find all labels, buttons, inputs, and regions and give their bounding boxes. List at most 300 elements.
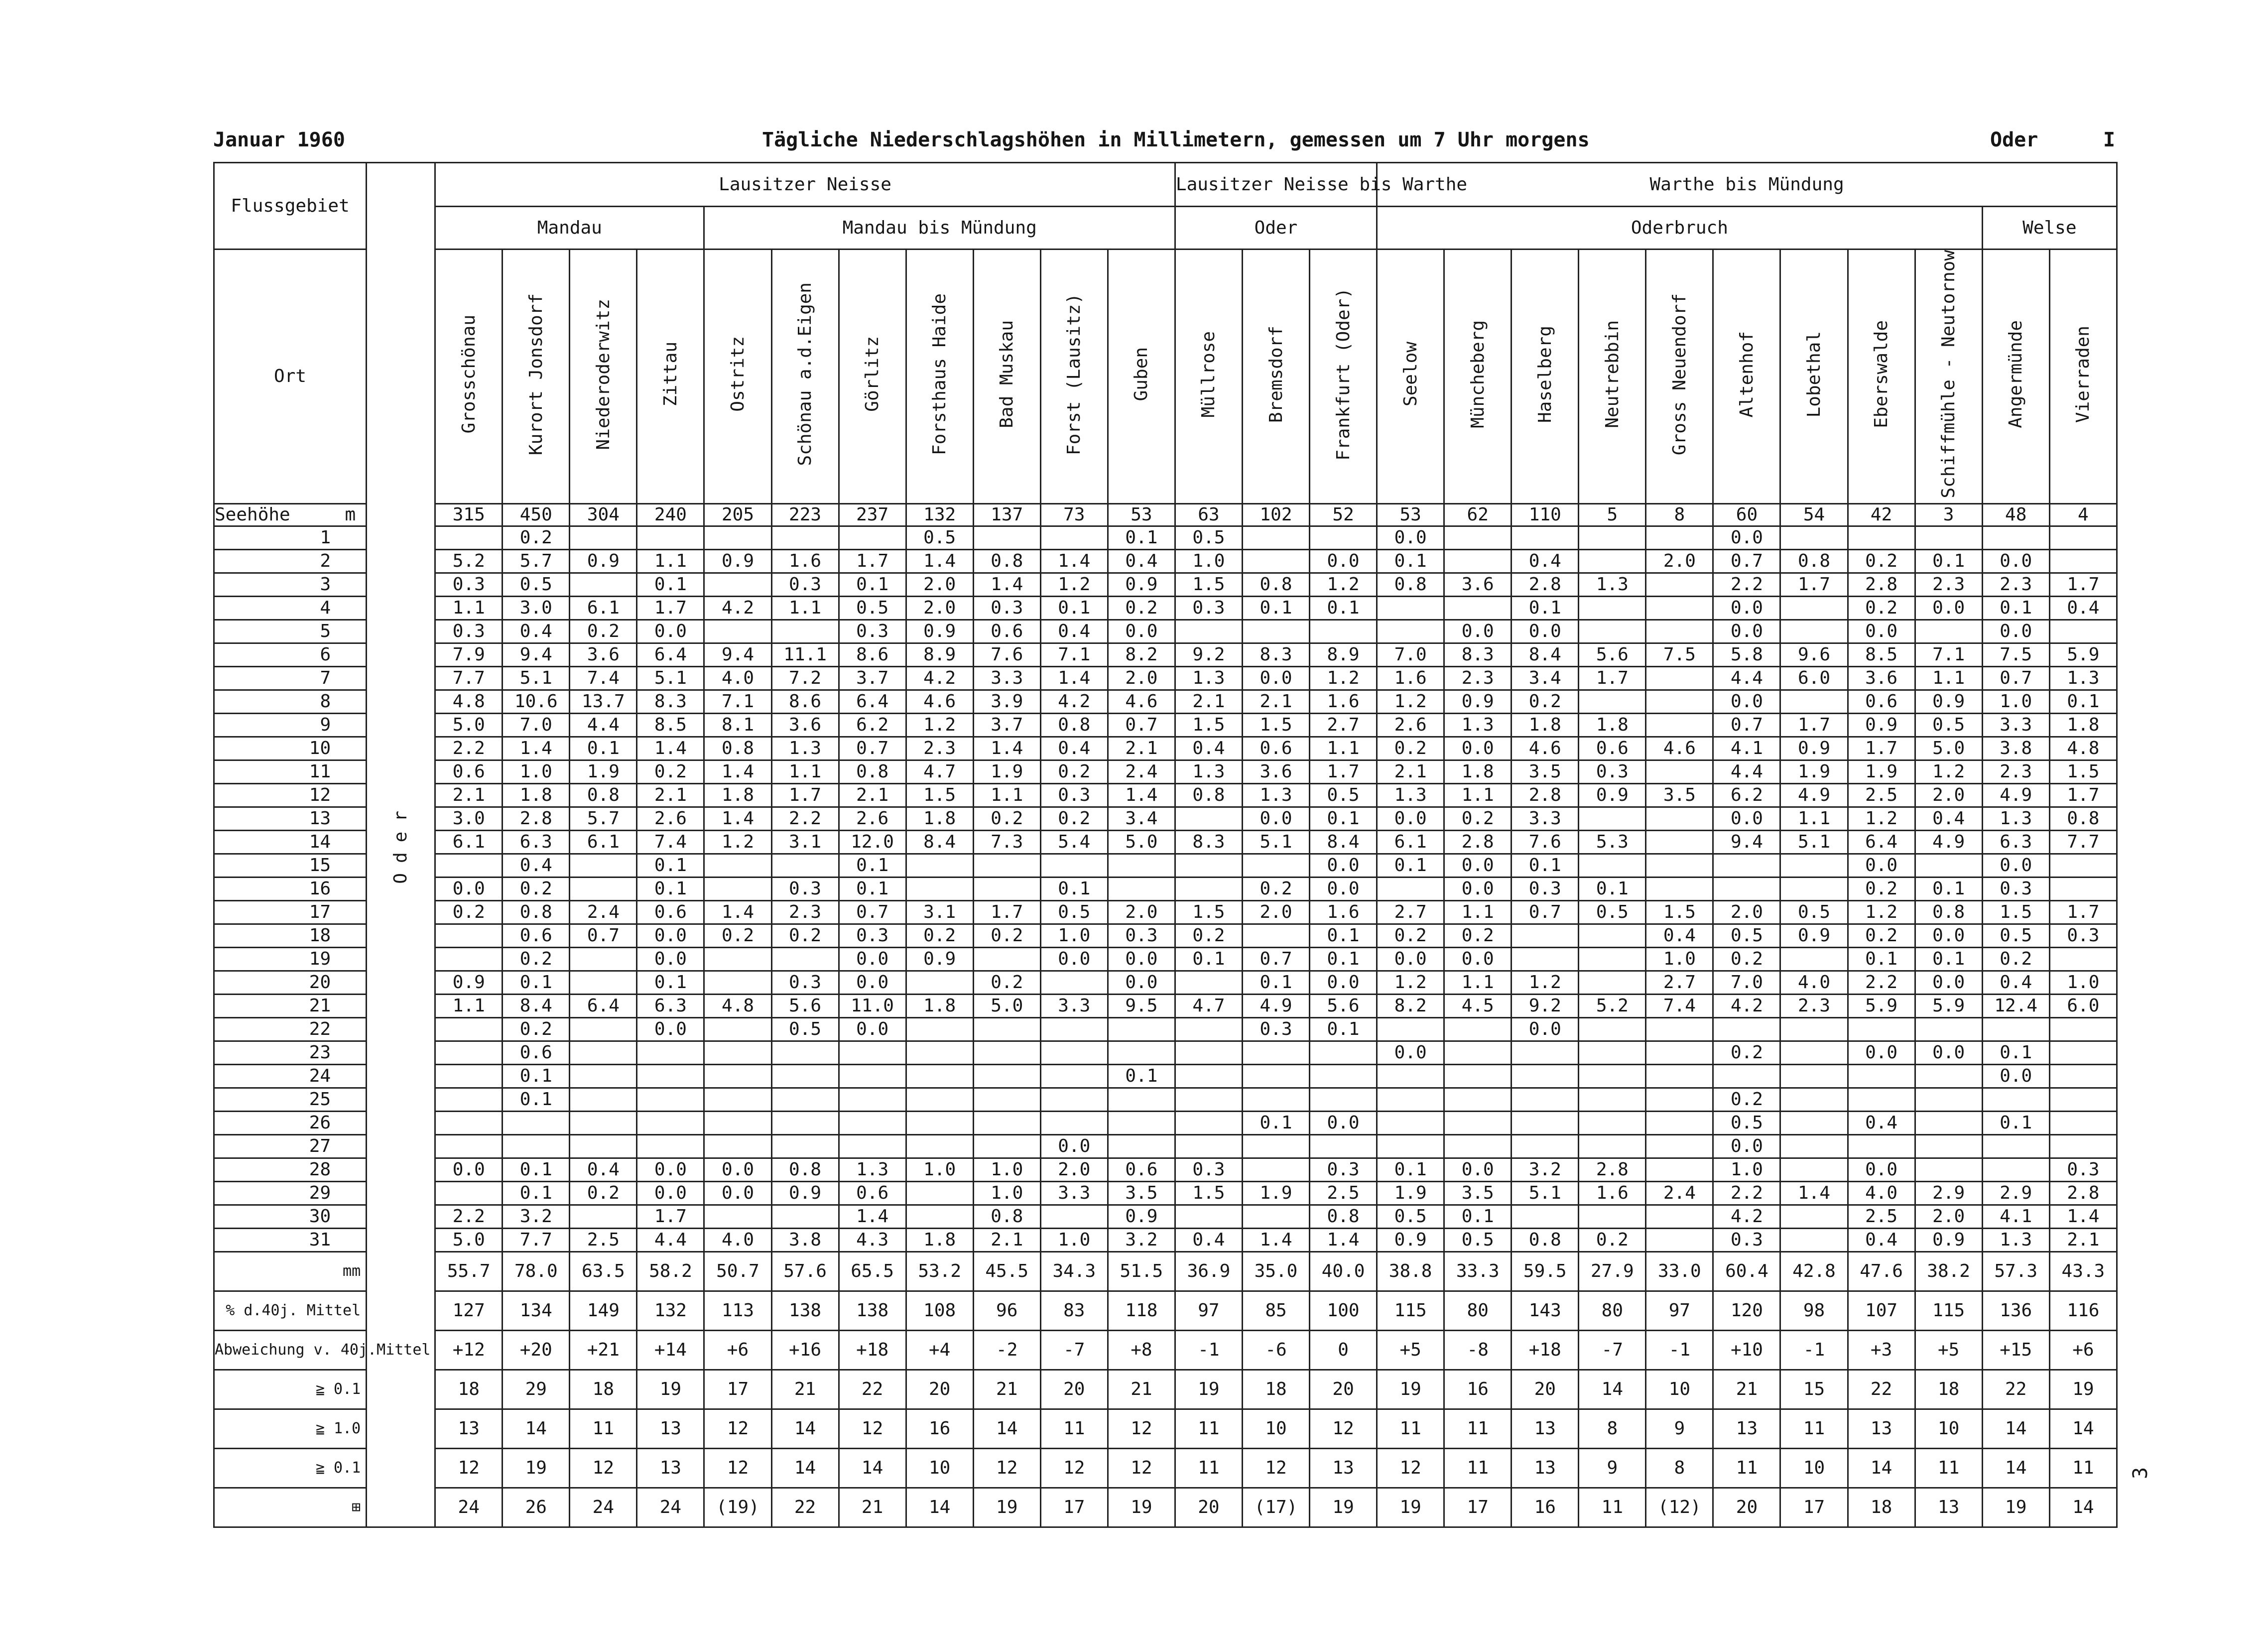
day-value: 2.7 (1377, 900, 1444, 924)
day-value (1377, 877, 1444, 900)
station-name: Bremsdorf (1265, 325, 1286, 423)
day-value (704, 1111, 771, 1134)
day-value: 0.2 (1108, 596, 1175, 620)
stat-value: 21 (771, 1370, 839, 1409)
day-value (570, 971, 637, 994)
day-value (1646, 596, 1713, 620)
day-value: 0.0 (1108, 947, 1175, 971)
day-value: 0.2 (704, 924, 771, 947)
day-value (570, 1134, 637, 1158)
day-value: 1.7 (2049, 900, 2117, 924)
day-value: 0.0 (637, 947, 704, 971)
day-value: 0.9 (704, 549, 771, 573)
stat-value: 11 (2049, 1448, 2117, 1488)
day-value (435, 1064, 503, 1088)
day-value (435, 1017, 503, 1041)
day-value: 1.0 (973, 1158, 1040, 1181)
day-value: 0.5 (1915, 713, 1982, 737)
day-value (1646, 1228, 1713, 1251)
day-value (1444, 1064, 1512, 1088)
day-value: 0.1 (1377, 549, 1444, 573)
day-value: 0.0 (839, 947, 906, 971)
day-value: 1.1 (1444, 900, 1512, 924)
day-value (570, 1205, 637, 1228)
day-value: 5.1 (1780, 830, 1848, 854)
day-value: 4.1 (1982, 1205, 2049, 1228)
day-value (2049, 1134, 2117, 1158)
day-value: 0.4 (2049, 596, 2117, 620)
day-label: 14 (214, 830, 367, 854)
day-value: 1.1 (973, 783, 1040, 807)
day-value: 0.4 (1848, 1228, 1915, 1251)
day-value: 2.5 (1848, 783, 1915, 807)
day-value: 1.9 (1242, 1181, 1309, 1205)
day-value (1377, 1088, 1444, 1111)
day-label: 16 (214, 877, 367, 900)
day-value (1646, 690, 1713, 713)
day-value: 0.0 (435, 877, 503, 900)
stat-value: +5 (1915, 1330, 1982, 1370)
day-value: 8.2 (1108, 643, 1175, 666)
day-value: 1.7 (1579, 666, 1646, 690)
day-value: 0.0 (1982, 1064, 2049, 1088)
day-value (1780, 1017, 1848, 1041)
day-value (1175, 1205, 1242, 1228)
day-value: 0.2 (503, 526, 570, 549)
day-value: 2.0 (1646, 549, 1713, 573)
day-value (1377, 1017, 1444, 1041)
stat-value: 96 (973, 1291, 1040, 1330)
day-value: 7.1 (1915, 643, 1982, 666)
stat-value: 59.5 (1512, 1251, 1579, 1291)
day-value: 0.0 (839, 971, 906, 994)
day-value: 0.0 (1915, 971, 1982, 994)
day-value: 5.6 (1579, 643, 1646, 666)
day-value: 0.6 (1242, 737, 1309, 760)
day-value (1108, 1134, 1175, 1158)
stat-value: 57.6 (771, 1251, 839, 1291)
day-value: 0.2 (1040, 807, 1108, 830)
station-name: Forsthaus Haide (929, 293, 950, 455)
day-value (1040, 1088, 1108, 1111)
day-value: 0.8 (1780, 549, 1848, 573)
day-value (1646, 666, 1713, 690)
day-value: 0.9 (1579, 783, 1646, 807)
day-value (906, 1088, 973, 1111)
day-value: 1.9 (1377, 1181, 1444, 1205)
station-name-cell (771, 250, 839, 504)
day-value: 1.4 (704, 900, 771, 924)
subgroup-header: Oderbruch (1377, 207, 1983, 250)
day-value: 3.6 (1444, 573, 1512, 596)
day-value: 4.4 (1713, 760, 1780, 783)
day-value: 8.6 (771, 690, 839, 713)
day-value (1579, 807, 1646, 830)
stat-value: 60.4 (1713, 1251, 1780, 1291)
day-value (906, 971, 973, 994)
day-value (1646, 620, 1713, 643)
day-value: 2.7 (1646, 971, 1713, 994)
station-name-cell (704, 250, 771, 504)
day-value: 0.8 (2049, 807, 2117, 830)
day-value: 1.1 (1915, 666, 1982, 690)
day-value: 3.5 (1108, 1181, 1175, 1205)
day-value: 1.0 (1175, 549, 1242, 573)
day-value: 0.6 (503, 924, 570, 947)
day-value: 7.6 (973, 643, 1040, 666)
day-value: 1.4 (2049, 1205, 2117, 1228)
day-value (906, 1205, 973, 1228)
day-value: 0.3 (2049, 1158, 2117, 1181)
stat-value: 13 (1310, 1448, 1377, 1488)
day-value: 0.5 (1310, 783, 1377, 807)
stat-value: +3 (1848, 1330, 1915, 1370)
day-value (1242, 1158, 1309, 1181)
stat-value: 22 (839, 1370, 906, 1409)
day-value: 6.0 (1780, 666, 1848, 690)
day-value: 0.8 (973, 549, 1040, 573)
day-value: 1.2 (1310, 666, 1377, 690)
day-value: 0.3 (1040, 783, 1108, 807)
day-value: 0.9 (1915, 1228, 1982, 1251)
stat-value: 13 (1713, 1409, 1780, 1448)
day-value (973, 1111, 1040, 1134)
day-value (1646, 807, 1713, 830)
day-value: 2.2 (1713, 573, 1780, 596)
day-value: 1.2 (1377, 971, 1444, 994)
stat-value: +21 (570, 1330, 637, 1370)
day-value (1780, 1228, 1848, 1251)
day-value: 2.8 (2049, 1181, 2117, 1205)
day-value (1579, 1017, 1646, 1041)
day-value: 4.2 (704, 596, 771, 620)
day-value: 5.6 (771, 994, 839, 1017)
stat-value: 18 (435, 1370, 503, 1409)
day-value (1242, 1041, 1309, 1064)
day-value: 1.5 (1646, 900, 1713, 924)
stat-value: +18 (839, 1330, 906, 1370)
day-value (1444, 1111, 1512, 1134)
station-name-cell (1310, 250, 1377, 504)
station-altitude: 53 (1377, 503, 1444, 526)
day-value (1108, 854, 1175, 877)
day-value: 0.1 (637, 854, 704, 877)
stat-value: 20 (1175, 1488, 1242, 1527)
day-value (1175, 854, 1242, 877)
station-name: Schiffmühle - Neutornow (1938, 250, 1959, 499)
stat-value: 19 (1175, 1370, 1242, 1409)
day-value: 0.2 (1242, 877, 1309, 900)
day-value (704, 971, 771, 994)
day-value (1242, 854, 1309, 877)
day-value: 5.1 (637, 666, 704, 690)
day-value: 8.9 (1310, 643, 1377, 666)
station-altitude: 315 (435, 503, 503, 526)
group-header: Lausitzer Neisse (435, 163, 1175, 207)
day-value: 0.2 (570, 620, 637, 643)
day-label: 30 (214, 1205, 367, 1228)
day-value: 0.8 (1175, 783, 1242, 807)
stat-value: 14 (1982, 1409, 2049, 1448)
day-value (1310, 526, 1377, 549)
day-value (1444, 1134, 1512, 1158)
day-value: 2.5 (1848, 1205, 1915, 1228)
day-value: 8.4 (1512, 643, 1579, 666)
day-value (704, 526, 771, 549)
day-value (1377, 596, 1444, 620)
day-value: 0.7 (1512, 900, 1579, 924)
day-value (771, 854, 839, 877)
day-value (906, 877, 973, 900)
day-value: 0.4 (503, 620, 570, 643)
day-value: 2.9 (1982, 1181, 2049, 1205)
day-value: 6.1 (570, 596, 637, 620)
day-value: 4.9 (1242, 994, 1309, 1017)
day-value (771, 1064, 839, 1088)
stat-value: -1 (1646, 1330, 1713, 1370)
stat-value: 53.2 (906, 1251, 973, 1291)
day-value: 0.1 (1242, 971, 1309, 994)
station-name: Ostritz (727, 336, 748, 412)
stat-label-ge01: ≧ 0.1 (214, 1370, 367, 1409)
day-value: 2.2 (435, 1205, 503, 1228)
station-name-cell (1915, 250, 1982, 504)
day-value: 2.3 (1982, 760, 2049, 783)
day-value: 0.1 (1310, 924, 1377, 947)
day-value: 0.1 (839, 877, 906, 900)
day-value (637, 1134, 704, 1158)
day-value (1982, 1088, 2049, 1111)
day-value: 0.1 (637, 971, 704, 994)
day-value: 3.3 (1040, 994, 1108, 1017)
day-value: 0.1 (637, 877, 704, 900)
stat-value: 12 (570, 1448, 637, 1488)
day-value: 0.3 (1982, 877, 2049, 900)
day-value (2049, 1041, 2117, 1064)
day-value: 0.0 (1377, 526, 1444, 549)
stat-value: 19 (503, 1448, 570, 1488)
day-value (1579, 1205, 1646, 1228)
day-value: 1.7 (637, 596, 704, 620)
stat-value: 57.3 (1982, 1251, 2049, 1291)
day-value (1579, 1041, 1646, 1064)
day-value (1579, 1111, 1646, 1134)
stat-value: +6 (704, 1330, 771, 1370)
day-value: 2.2 (771, 807, 839, 830)
day-value: 7.4 (637, 830, 704, 854)
stat-value: 22 (771, 1488, 839, 1527)
day-value (906, 1134, 973, 1158)
day-value (973, 526, 1040, 549)
day-value: 2.3 (1982, 573, 2049, 596)
day-value: 2.6 (637, 807, 704, 830)
stat-value: 55.7 (435, 1251, 503, 1291)
day-value: 0.1 (1444, 1205, 1512, 1228)
stat-value: 11 (1444, 1448, 1512, 1488)
day-value: 8.5 (637, 713, 704, 737)
day-value (435, 1111, 503, 1134)
day-value (839, 526, 906, 549)
day-value: 2.1 (839, 783, 906, 807)
day-value (973, 947, 1040, 971)
stat-value: 36.9 (1175, 1251, 1242, 1291)
day-value: 0.8 (973, 1205, 1040, 1228)
station-altitude: 4 (2049, 503, 2117, 526)
day-value: 0.5 (1579, 900, 1646, 924)
day-value: 0.1 (1108, 1064, 1175, 1088)
day-value: 0.1 (1915, 877, 1982, 900)
day-value: 1.4 (637, 737, 704, 760)
day-value: 0.0 (1242, 666, 1309, 690)
day-value: 3.5 (1512, 760, 1579, 783)
day-label: 7 (214, 666, 367, 690)
day-value (1982, 1017, 2049, 1041)
day-value: 3.0 (503, 596, 570, 620)
day-value: 0.2 (1713, 947, 1780, 971)
day-value (1780, 877, 1848, 900)
day-value: 3.3 (1040, 1181, 1108, 1205)
day-value: 6.4 (1848, 830, 1915, 854)
day-value: 0.8 (1242, 573, 1309, 596)
label-flussgebiet: Flussgebiet (214, 163, 367, 250)
day-value: 4.3 (839, 1228, 906, 1251)
stat-value: 19 (637, 1370, 704, 1409)
day-value (1512, 526, 1579, 549)
stat-value: 108 (906, 1291, 973, 1330)
day-value (570, 1111, 637, 1134)
day-value (1175, 971, 1242, 994)
day-value: 1.8 (503, 783, 570, 807)
day-value: 6.1 (570, 830, 637, 854)
day-value (1915, 620, 1982, 643)
day-value (1579, 924, 1646, 947)
day-value: 2.1 (435, 783, 503, 807)
day-value (1780, 1088, 1848, 1111)
stat-value: 14 (1848, 1448, 1915, 1488)
day-value (1780, 854, 1848, 877)
day-value: 0.3 (1512, 877, 1579, 900)
day-value: 9.2 (1512, 994, 1579, 1017)
day-value: 0.1 (1982, 1111, 2049, 1134)
day-value: 1.6 (1377, 666, 1444, 690)
day-value: 0.8 (1512, 1228, 1579, 1251)
day-value (1579, 1134, 1646, 1158)
day-value: 1.2 (1377, 690, 1444, 713)
day-value: 11.1 (771, 643, 839, 666)
day-value: 2.8 (1512, 783, 1579, 807)
day-value: 7.7 (503, 1228, 570, 1251)
stat-value: 85 (1242, 1291, 1309, 1330)
day-value: 2.8 (1579, 1158, 1646, 1181)
day-label: 26 (214, 1111, 367, 1134)
day-value (1242, 1088, 1309, 1111)
day-value: 4.9 (1780, 783, 1848, 807)
header-river: Oder (1990, 128, 2038, 151)
day-value: 0.6 (435, 760, 503, 783)
day-value (1713, 877, 1780, 900)
day-value: 2.0 (906, 573, 973, 596)
stat-value: 107 (1848, 1291, 1915, 1330)
stat-value: 115 (1915, 1291, 1982, 1330)
day-value: 0.0 (1377, 807, 1444, 830)
day-value: 2.8 (503, 807, 570, 830)
station-name: Forst (Lausitz) (1064, 293, 1085, 455)
day-value: 5.9 (1915, 994, 1982, 1017)
day-value (1646, 1064, 1713, 1088)
day-value: 0.1 (1310, 807, 1377, 830)
day-value: 1.4 (704, 807, 771, 830)
day-value (570, 947, 637, 971)
day-value: 0.0 (637, 1017, 704, 1041)
day-value (2049, 1017, 2117, 1041)
day-value: 0.4 (1175, 737, 1242, 760)
day-value: 4.9 (1915, 830, 1982, 854)
stat-value: 20 (1713, 1488, 1780, 1527)
station-name: Neutrebbin (1602, 320, 1623, 428)
station-name-cell (906, 250, 973, 504)
day-value (704, 1041, 771, 1064)
day-value: 3.2 (1108, 1228, 1175, 1251)
day-label: 27 (214, 1134, 367, 1158)
day-value: 1.2 (1040, 573, 1108, 596)
day-value (2049, 877, 2117, 900)
day-value: 2.1 (973, 1228, 1040, 1251)
day-value: 1.7 (2049, 783, 2117, 807)
stat-value: 21 (1108, 1370, 1175, 1409)
day-value: 3.8 (771, 1228, 839, 1251)
day-value: 0.4 (1982, 971, 2049, 994)
day-value: 0.2 (1848, 924, 1915, 947)
day-value (1780, 620, 1848, 643)
day-value: 0.0 (637, 1158, 704, 1181)
day-value: 5.1 (503, 666, 570, 690)
station-altitude: 53 (1108, 503, 1175, 526)
day-value: 1.8 (906, 1228, 973, 1251)
day-value (1310, 620, 1377, 643)
day-value: 0.2 (1175, 924, 1242, 947)
day-value: 2.1 (637, 783, 704, 807)
day-value (435, 1041, 503, 1064)
day-value: 0.8 (1377, 573, 1444, 596)
day-value: 0.4 (1646, 924, 1713, 947)
day-value: 8.3 (1242, 643, 1309, 666)
oder-river-column (367, 163, 435, 1527)
day-value: 2.0 (1713, 900, 1780, 924)
day-value: 0.0 (1713, 596, 1780, 620)
stat-value: 21 (973, 1370, 1040, 1409)
day-value: 1.5 (1982, 900, 2049, 924)
day-value: 7.6 (1512, 830, 1579, 854)
day-value: 4.4 (637, 1228, 704, 1251)
stat-value: 19 (973, 1488, 1040, 1527)
day-value: 0.8 (839, 760, 906, 783)
day-value (1579, 596, 1646, 620)
stat-value: 19 (2049, 1370, 2117, 1409)
station-altitude: 3 (1915, 503, 1982, 526)
day-label: 29 (214, 1181, 367, 1205)
day-value: 5.0 (1108, 830, 1175, 854)
day-value (1780, 1158, 1848, 1181)
day-value (1646, 573, 1713, 596)
day-value (839, 1111, 906, 1134)
day-value: 2.0 (1108, 666, 1175, 690)
day-value: 0.1 (503, 1064, 570, 1088)
day-value (1512, 1134, 1579, 1158)
day-value: 0.6 (1848, 690, 1915, 713)
day-value: 1.0 (906, 1158, 973, 1181)
stat-value: 50.7 (704, 1251, 771, 1291)
day-value: 0.1 (1848, 947, 1915, 971)
